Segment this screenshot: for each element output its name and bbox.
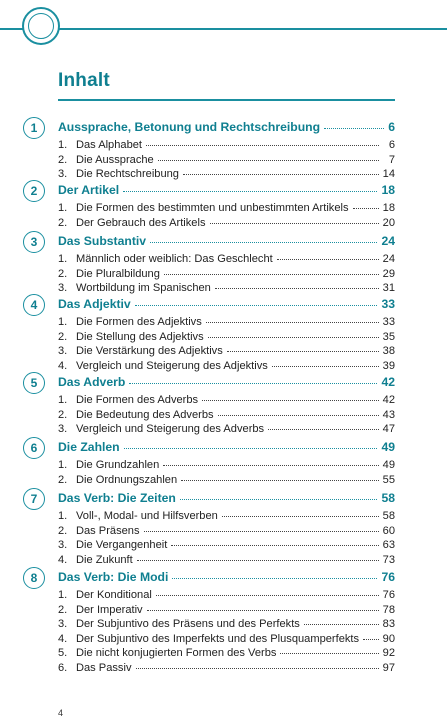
dot-leader bbox=[124, 445, 378, 449]
dot-leader bbox=[136, 665, 379, 669]
chapter-page: 33 bbox=[381, 297, 395, 311]
dot-leader bbox=[268, 426, 379, 430]
section-number: 3. bbox=[58, 423, 68, 435]
section-page: 78 bbox=[382, 603, 395, 616]
section-title: Der Konditional bbox=[76, 589, 152, 601]
dot-leader bbox=[363, 636, 379, 640]
dot-leader bbox=[144, 528, 379, 532]
section-title: Die Bedeutung des Adverbs bbox=[76, 408, 214, 421]
section-title: Die Grundzahlen bbox=[76, 459, 160, 471]
section-entry[interactable] bbox=[58, 409, 395, 423]
section-title: Voll-, Modal- und Hilfsverben bbox=[76, 510, 218, 522]
dot-leader bbox=[171, 542, 378, 546]
section-entry[interactable] bbox=[58, 474, 395, 488]
section-entry[interactable] bbox=[58, 618, 395, 632]
chapter-entry[interactable] bbox=[58, 120, 395, 136]
section-title: Vergleich und Steigerung des Adjektivs bbox=[76, 359, 268, 372]
section-entry[interactable] bbox=[58, 253, 395, 267]
dot-leader bbox=[280, 650, 378, 654]
dot-leader bbox=[208, 334, 379, 338]
dot-leader bbox=[210, 220, 379, 224]
chapter-number-badge: 6 bbox=[23, 437, 45, 459]
dot-leader bbox=[147, 607, 379, 611]
section-title: Der Subjuntivo des Imperfekts und des Plusquamperfekts bbox=[76, 632, 360, 645]
section-title: Die Pluralbildung bbox=[76, 267, 160, 280]
section-number: 1. bbox=[58, 394, 68, 406]
section-entry[interactable] bbox=[58, 423, 395, 437]
section-entry[interactable] bbox=[58, 539, 395, 553]
chapter-page: 42 bbox=[381, 375, 395, 389]
section-title: Die Stellung des Adjektivs bbox=[76, 330, 204, 343]
section-number: 1. bbox=[58, 139, 68, 151]
section-number: 3. bbox=[58, 345, 68, 357]
section-number: 1. bbox=[58, 459, 68, 471]
dot-leader bbox=[163, 462, 378, 466]
section-number: 4. bbox=[58, 632, 68, 645]
section-number: 1. bbox=[58, 202, 68, 214]
dot-leader bbox=[272, 363, 379, 367]
section-entry[interactable] bbox=[58, 647, 395, 661]
section-entry[interactable] bbox=[58, 154, 395, 168]
section-page: 83 bbox=[382, 618, 395, 630]
section-page: 60 bbox=[382, 524, 395, 537]
section-number: 2. bbox=[58, 330, 68, 343]
section-page: 18 bbox=[382, 202, 395, 214]
section-entry[interactable] bbox=[58, 282, 395, 296]
dot-leader bbox=[137, 557, 379, 561]
dot-leader bbox=[277, 256, 379, 260]
section-page: 49 bbox=[382, 459, 395, 471]
section-entry[interactable] bbox=[58, 633, 395, 647]
section-page: 63 bbox=[382, 539, 395, 551]
dot-leader bbox=[164, 271, 379, 275]
dot-leader bbox=[215, 285, 379, 289]
dot-leader bbox=[180, 496, 378, 500]
section-title: Die Ordnungszahlen bbox=[76, 473, 178, 486]
section-page: 33 bbox=[382, 316, 395, 328]
section-entry[interactable] bbox=[58, 316, 395, 330]
section-page: 20 bbox=[382, 216, 395, 229]
section-page: 14 bbox=[382, 168, 395, 180]
chapter-number-badge: 2 bbox=[23, 180, 45, 202]
chapter-number-badge: 3 bbox=[23, 231, 45, 253]
chapter-title: Das Verb: Die Zeiten bbox=[58, 491, 176, 505]
section-title: Die Formen des Adjektivs bbox=[76, 316, 202, 328]
chapter-page: 76 bbox=[381, 570, 395, 584]
chapter-entry[interactable] bbox=[58, 440, 395, 456]
chapter-page: 58 bbox=[381, 491, 395, 505]
chapter-number-badge: 8 bbox=[23, 567, 45, 589]
section-number: 3. bbox=[58, 168, 68, 180]
section-number: 2. bbox=[58, 216, 68, 229]
section-title: Vergleich und Steigerung des Adverbs bbox=[76, 423, 265, 435]
header-rule bbox=[0, 28, 447, 30]
section-entry[interactable] bbox=[58, 202, 395, 216]
section-entry[interactable] bbox=[58, 459, 395, 473]
section-page: 76 bbox=[382, 589, 395, 601]
section-page: 31 bbox=[382, 282, 395, 294]
section-number: 4. bbox=[58, 553, 68, 566]
dot-leader bbox=[158, 157, 379, 161]
section-page: 42 bbox=[382, 394, 395, 406]
dot-leader bbox=[222, 513, 379, 517]
dot-leader bbox=[206, 319, 379, 323]
circle-logo-icon bbox=[22, 7, 60, 45]
section-page: 58 bbox=[382, 510, 395, 522]
section-title: Der Subjuntivo des Präsens und des Perfekts bbox=[76, 618, 300, 630]
page-title: Inhalt bbox=[58, 70, 110, 91]
chapter-title: Das Verb: Die Modi bbox=[58, 570, 169, 584]
chapter-number-badge: 5 bbox=[23, 372, 45, 394]
section-entry[interactable] bbox=[58, 554, 395, 568]
section-number: 1. bbox=[58, 316, 68, 328]
dot-leader bbox=[353, 205, 379, 209]
dot-leader bbox=[227, 348, 379, 352]
dot-leader bbox=[156, 592, 379, 596]
section-entry[interactable] bbox=[58, 331, 395, 345]
section-number: 2. bbox=[58, 408, 68, 421]
chapter-page: 18 bbox=[381, 183, 395, 197]
chapter-entry[interactable] bbox=[58, 183, 395, 199]
section-title: Die Formen des Adverbs bbox=[76, 394, 199, 406]
chapter-entry[interactable] bbox=[58, 297, 395, 313]
chapter-entry[interactable] bbox=[58, 570, 395, 586]
chapter-title: Das Adverb bbox=[58, 375, 126, 389]
section-title: Das Präsens bbox=[76, 524, 140, 537]
section-number: 6. bbox=[58, 661, 68, 674]
section-entry[interactable] bbox=[58, 604, 395, 618]
dot-leader bbox=[129, 380, 377, 384]
section-number: 3. bbox=[58, 539, 68, 551]
dot-leader bbox=[146, 142, 379, 146]
section-title: Die Aussprache bbox=[76, 153, 154, 166]
section-entry[interactable] bbox=[58, 360, 395, 374]
section-entry[interactable] bbox=[58, 589, 395, 603]
section-title: Die Zukunft bbox=[76, 553, 133, 566]
dot-leader bbox=[150, 239, 377, 243]
dot-leader bbox=[218, 412, 379, 416]
section-number: 2. bbox=[58, 603, 68, 616]
dot-leader bbox=[183, 171, 379, 175]
title-rule bbox=[58, 99, 395, 101]
chapter-title: Der Artikel bbox=[58, 183, 120, 197]
section-page: 24 bbox=[382, 253, 395, 265]
dot-leader bbox=[123, 188, 377, 192]
chapter-page: 6 bbox=[388, 120, 395, 134]
section-page: 73 bbox=[382, 553, 395, 566]
section-entry[interactable] bbox=[58, 394, 395, 408]
section-entry[interactable] bbox=[58, 139, 395, 153]
section-number: 1. bbox=[58, 589, 68, 601]
section-title: Die Verstärkung des Adjektivs bbox=[76, 345, 223, 357]
chapter-entry[interactable] bbox=[58, 234, 395, 250]
inner-circle bbox=[28, 13, 54, 39]
section-number: 3. bbox=[58, 618, 68, 630]
section-page: 6 bbox=[388, 139, 395, 151]
section-title: Wortbildung im Spanischen bbox=[76, 282, 211, 294]
chapter-page: 24 bbox=[381, 234, 395, 248]
section-number: 5. bbox=[58, 647, 68, 659]
section-page: 92 bbox=[382, 647, 395, 659]
chapter-title: Die Zahlen bbox=[58, 440, 120, 454]
section-title: Der Gebrauch des Artikels bbox=[76, 216, 206, 229]
section-number: 1. bbox=[58, 253, 68, 265]
section-page: 29 bbox=[382, 267, 395, 280]
section-page: 47 bbox=[382, 423, 395, 435]
section-number: 2. bbox=[58, 524, 68, 537]
section-title: Männlich oder weiblich: Das Geschlecht bbox=[76, 253, 273, 265]
section-entry[interactable] bbox=[58, 217, 395, 231]
section-title: Das Passiv bbox=[76, 661, 132, 674]
dot-leader bbox=[135, 302, 378, 306]
section-number: 2. bbox=[58, 267, 68, 280]
chapter-entry[interactable] bbox=[58, 375, 395, 391]
section-title: Die Formen des bestimmten und unbestimmten Artikels bbox=[76, 202, 349, 214]
chapter-title: Aussprache, Betonung und Rechtschreibung bbox=[58, 120, 321, 134]
section-entry[interactable] bbox=[58, 268, 395, 282]
chapter-page: 49 bbox=[381, 440, 395, 454]
section-page: 35 bbox=[382, 330, 395, 343]
section-number: 3. bbox=[58, 282, 68, 294]
page-number: 4 bbox=[58, 708, 64, 718]
section-page: 38 bbox=[382, 345, 395, 357]
section-number: 1. bbox=[58, 510, 68, 522]
chapter-number-badge: 1 bbox=[23, 117, 45, 139]
dot-leader bbox=[172, 575, 377, 579]
chapter-title: Das Substantiv bbox=[58, 234, 147, 248]
dot-leader bbox=[181, 477, 379, 481]
section-title: Die Vergangenheit bbox=[76, 539, 168, 551]
section-entry[interactable] bbox=[58, 525, 395, 539]
section-page: 7 bbox=[388, 153, 395, 166]
section-entry[interactable] bbox=[58, 662, 395, 676]
section-entry[interactable] bbox=[58, 345, 395, 359]
section-entry[interactable] bbox=[58, 168, 395, 182]
section-title: Der Imperativ bbox=[76, 603, 143, 616]
dot-leader bbox=[324, 125, 384, 129]
section-page: 43 bbox=[382, 408, 395, 421]
section-title: Das Alphabet bbox=[76, 139, 142, 151]
chapter-number-badge: 4 bbox=[23, 294, 45, 316]
chapter-number-badge: 7 bbox=[23, 488, 45, 510]
section-entry[interactable] bbox=[58, 510, 395, 524]
dot-leader bbox=[202, 397, 379, 401]
dot-leader bbox=[304, 621, 379, 625]
section-number: 2. bbox=[58, 473, 68, 486]
section-title: Die nicht konjugierten Formen des Verbs bbox=[76, 647, 277, 659]
section-number: 4. bbox=[58, 359, 68, 372]
chapter-title: Das Adjektiv bbox=[58, 297, 131, 311]
section-title: Die Rechtschreibung bbox=[76, 168, 179, 180]
chapter-entry[interactable] bbox=[58, 491, 395, 507]
section-page: 90 bbox=[382, 632, 395, 645]
section-number: 2. bbox=[58, 153, 68, 166]
section-page: 97 bbox=[382, 661, 395, 674]
section-page: 55 bbox=[382, 473, 395, 486]
section-page: 39 bbox=[382, 359, 395, 372]
